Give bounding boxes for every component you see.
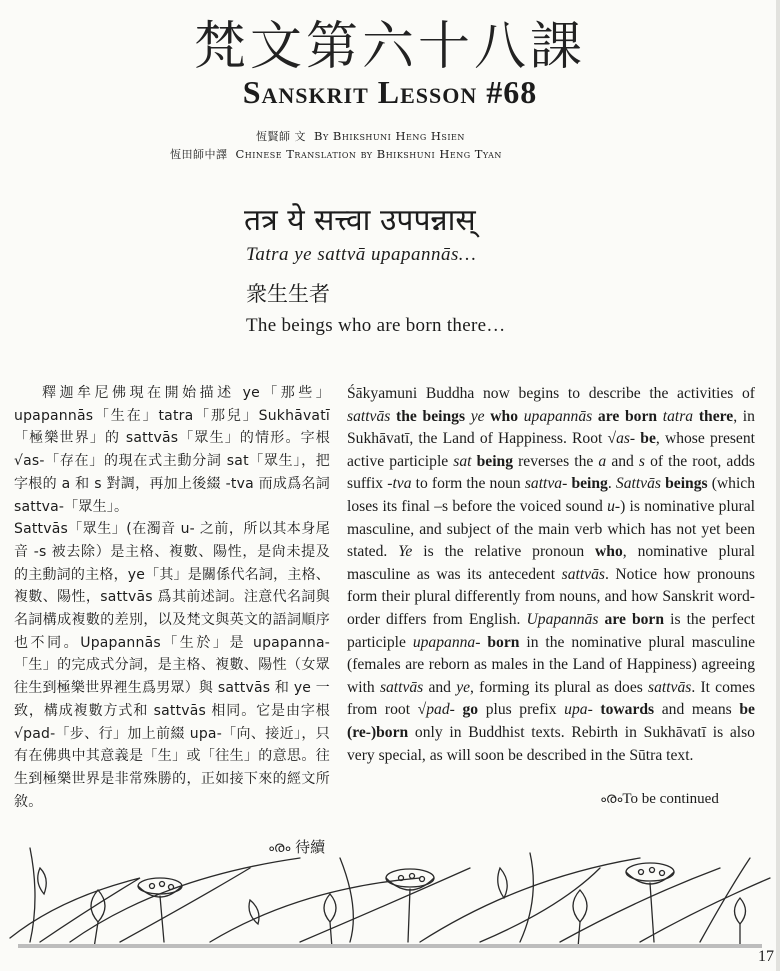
text-run: plus prefix [485,701,557,719]
sanskrit-word: sattvās [648,678,692,696]
gloss: who [490,407,519,425]
sanskrit-word: upapannās [523,407,593,425]
gloss: be (re-)born [347,701,755,741]
sanskrit-word: sattvās [561,565,605,583]
text-run: and [611,452,634,470]
gloss: there [698,407,734,425]
page-number: 17 [758,948,774,965]
sanskrit-word: upapanna- [412,633,481,651]
gloss: go [462,701,479,719]
phrase-english: The beings who are born there… [246,315,506,336]
gloss: born [487,633,520,651]
text-run: Śākyamuni Buddha now begins to describe the activities of [347,385,755,402]
translator-credit-en: Chinese Translation by Bhikshuni Heng Tyan [235,147,502,161]
continuation-mark-icon: ൟ [268,838,291,856]
to-be-continued-english [600,790,719,808]
sanskrit-word: sattvās [347,407,391,425]
text-run: is the perfect participle [347,610,756,651]
translator-credit [170,146,502,162]
gloss: be [640,430,656,448]
text-run: is the relative pronoun [423,543,585,561]
author-credit [256,128,465,144]
title-chinese: 梵文第六十八課 [193,17,586,77]
english-body [347,383,755,767]
devanagari-phrase: तत्र ये सत्त्वा उपपन्नास् [244,203,476,238]
sanskrit-word: as- [616,430,636,448]
text-run: . Notice how pronouns form their plural differently from nouns, and how Sanskrit word-order differs from English. [347,565,755,628]
sanskrit-word: Upapannās [526,610,599,628]
sanskrit-word: Sattvās [615,475,661,493]
gloss: being [476,452,513,470]
sanskrit-word: tatra [662,407,694,425]
text-run: , nominative plural masculine as was its antecedent [347,543,756,583]
text-run: ) is nominative plural masculine, and subject of the main verb which has not yet been stated. [347,497,755,561]
text-run: . [607,475,612,493]
gloss: the beings [396,407,466,425]
gloss: are born [604,610,665,628]
gloss: beings [665,475,708,493]
text-run: and [428,678,451,696]
sanskrit-word: u- [607,497,621,515]
text-run: and means [661,701,732,719]
text-run: of the root, adds suffix [347,452,755,493]
sanskrit-word: upa- [564,701,593,719]
gloss: towards [600,701,655,719]
chinese-paragraph: Sattvās「眾生」(在濁音 u- 之前，所以其本身尾音 -s 被去除）是主格、複數、陽性，是尙未提及的主動詞的主格，ye「其」是關係代名詞，主格、複數、陽性，sattvās 爲其前述詞。注意代名詞與名詞構成複數的差別，以及梵文與英文的語詞順序也不同。Upapannās「生於」是 upapanna-「生」的完成式分詞，是主格、複數、陽性（女眾往生到極樂世界裡生爲男眾）與 sattvās 和 ye 一致，構成複數方式和 sattvās 相同。它是由字根 √pad-「步、行」加上前綴 upa-「向、接近」，只有在佛典中其意義是「生」或「往生」的意思。往生到極樂世界是非常殊勝的，正如接下來的經文所敘。 [14,521,330,810]
page-bottom-rule [18,944,762,948]
to-be-continued-chinese [268,836,325,857]
chinese-body [14,382,330,813]
chinese-paragraph: 釋迦牟尼佛現在開始描述 ye「那些」upapannās「生在」tatra「那兒」Sukhāvatī「極樂世界」的 sattvās「眾生」的情形。字根 √as-「存在」的現在式主動分詞 sat「眾生」，把字根的 a 和 s 對調，再加上後綴 -tva 而成爲名詞 sattva-「眾生」。 [14,385,330,515]
text-run: reverses the [518,452,594,470]
sanskrit-word: ye [470,407,485,425]
gloss: are born [597,407,658,425]
text-run: in the nominative plural masculine (females are reborn as males in the Land of Happiness) agreeing with [347,633,755,696]
sanskrit-word: sattva- [524,475,568,493]
lotus-grass-illustration [0,838,780,948]
sanskrit-word: ye [456,678,471,696]
translator-credit-zh: 恆田師中譯 [170,148,228,161]
text-run: to form the noun [415,475,521,493]
text-run: , in Sukhāvatī, the Land of Happiness. Root √ [347,407,755,448]
text-run: , whose present active participle [347,430,755,470]
sanskrit-word: Ye [398,543,413,561]
gloss: being [571,475,608,493]
gloss: who [595,543,623,561]
scan-edge [776,0,780,971]
sanskrit-word: sattvās [379,678,424,696]
title-english: Sanskrit Lesson #68 [242,74,538,110]
sanskrit-word: a [598,452,607,470]
sanskrit-word: -tva [387,475,412,493]
text-run: . It comes from root √ [347,678,756,719]
to-be-continued-text: To be continued [622,791,719,807]
text-run: (which loses its final –s before the voiced sound [347,475,756,515]
transliteration: Tatra ye sattvā upapannās… [246,244,477,265]
sanskrit-word: s [638,452,645,470]
continuation-mark-icon: ൟ [600,791,623,807]
phrase-chinese: 衆生生者 [246,282,330,306]
author-credit-en: By Bhikshuni Heng Hsien [314,129,465,143]
to-be-continued-zh-text: 待續 [295,838,326,856]
sanskrit-word: pad- [426,701,455,719]
sanskrit-word: sat [453,452,472,470]
text-run: only in Buddhist texts. Rebirth in Sukhāvatī is also very special, as will soon be described in the Sūtra text. [347,723,755,764]
text-run: , forming its plural as does [470,678,643,696]
author-credit-zh: 恆賢師 文 [256,130,306,143]
